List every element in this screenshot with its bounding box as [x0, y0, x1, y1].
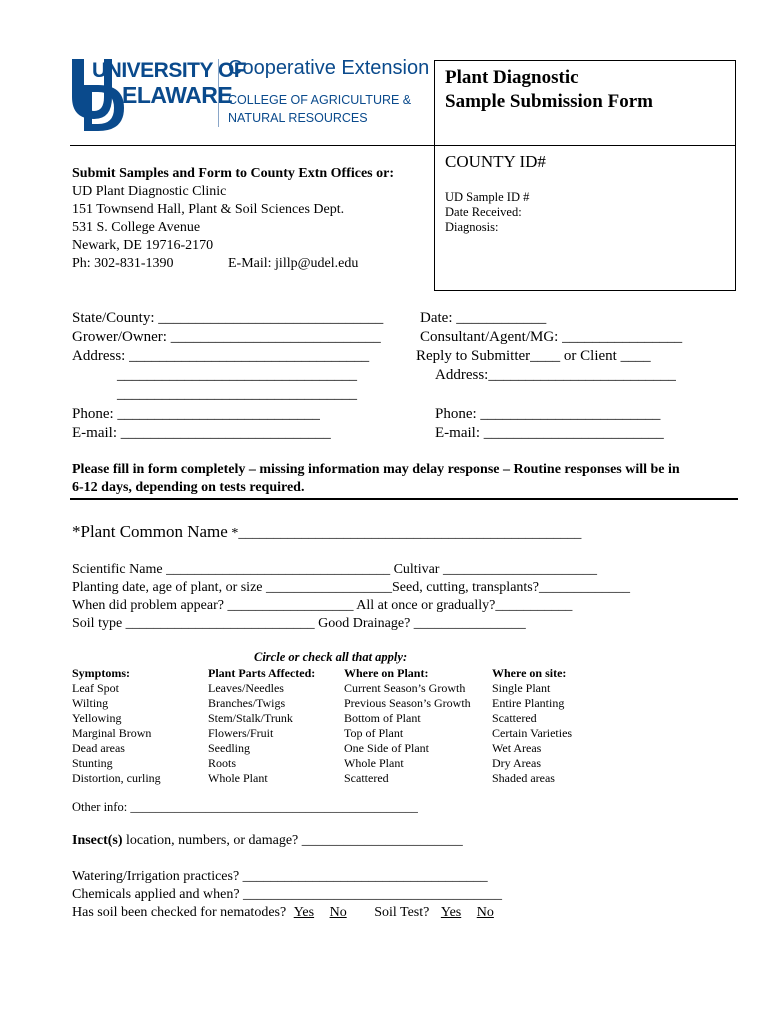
reply-address-field[interactable]: Address:_________________________ — [435, 367, 676, 383]
plant-part-item[interactable]: Branches/Twigs — [208, 696, 286, 710]
symptom-item[interactable]: Yellowing — [72, 711, 122, 725]
county-box — [434, 145, 736, 291]
symptom-item[interactable]: Marginal Brown — [72, 726, 152, 740]
symptoms-header: Symptoms: — [72, 666, 131, 680]
sample-id-label: UD Sample ID # — [445, 190, 530, 204]
plant-parts-column — [208, 666, 315, 786]
address-line3-field[interactable]: ________________________________ — [117, 386, 357, 402]
where-on-site-header: Where on site: — [492, 666, 567, 680]
plant-parts-header: Plant Parts Affected: — [208, 666, 316, 680]
logo-university: UNIVERSITY OF — [92, 59, 247, 82]
plant-part-item[interactable]: Seedling — [208, 741, 250, 755]
university-logo — [70, 55, 430, 135]
soil-test-question: Soil Test? — [374, 905, 430, 920]
where-on-plant-item[interactable]: Top of Plant — [344, 726, 404, 740]
form-title-line1: Plant Diagnostic — [445, 67, 579, 88]
plant-part-item[interactable]: Roots — [208, 756, 237, 770]
reply-phone-field[interactable]: Phone: ________________________ — [435, 406, 661, 422]
logo-divider — [218, 59, 219, 127]
office-line4: Newark, DE 19716-2170 — [72, 238, 214, 253]
soil-test-yes-option[interactable]: Yes — [440, 905, 462, 920]
address-field[interactable]: Address: ________________________________ — [72, 348, 370, 364]
notice-line1: Please fill in form completely – missing information may delay response – Routine responses will be in — [72, 462, 680, 477]
address-line2-field[interactable]: ________________________________ — [117, 367, 357, 383]
where-on-site-item[interactable]: Wet Areas — [492, 741, 542, 755]
insect-question: location, numbers, or damage? _______________________ — [122, 833, 463, 848]
logo-college1: COLLEGE OF AGRICULTURE & — [228, 93, 412, 107]
date-field[interactable]: Date: ____________ — [420, 310, 547, 326]
scientific-name-field[interactable]: Scientific Name ________________________________ Cultivar ______________________ — [72, 562, 597, 577]
office-heading: Submit Samples and Form to County Extn Offices or: — [72, 166, 395, 181]
soil-test-no-option[interactable]: No — [476, 905, 494, 920]
consultant-field[interactable]: Consultant/Agent/MG: ________________ — [420, 329, 683, 345]
county-id-label: COUNTY ID# — [445, 152, 546, 171]
logo-underline — [70, 145, 434, 146]
email-field[interactable]: E-mail: ____________________________ — [72, 425, 331, 441]
where-on-plant-header: Where on Plant: — [344, 666, 429, 680]
where-on-plant-item[interactable]: One Side of Plant — [344, 741, 429, 755]
chemicals-field[interactable]: Chemicals applied and when? _____________________________________ — [72, 887, 503, 902]
symptom-item[interactable]: Dead areas — [72, 741, 125, 755]
symptom-item[interactable]: Stunting — [72, 756, 113, 770]
checklist-heading: Circle or check all that apply: — [254, 650, 408, 664]
insect-field[interactable] — [72, 833, 463, 849]
where-on-site-column — [492, 666, 572, 786]
where-on-site-item[interactable]: Shaded areas — [492, 771, 555, 785]
plant-common-name-field[interactable]: *_________________________________________________ — [227, 526, 582, 541]
notice-line2: 6-12 days, depending on tests required. — [72, 480, 305, 495]
plant-part-item[interactable]: Flowers/Fruit — [208, 726, 274, 740]
where-on-plant-item[interactable]: Whole Plant — [344, 756, 404, 770]
plant-part-item[interactable]: Whole Plant — [208, 771, 268, 785]
office-email: E-Mail: jillp@udel.edu — [228, 256, 359, 271]
where-on-plant-item[interactable]: Scattered — [344, 771, 389, 785]
plant-common-name-row[interactable] — [72, 522, 581, 542]
nematodes-no-option[interactable]: No — [329, 905, 347, 920]
symptoms-column — [72, 666, 161, 786]
logo-college2: NATURAL RESOURCES — [228, 111, 368, 125]
office-line1: UD Plant Diagnostic Clinic — [72, 184, 227, 199]
where-on-plant-item[interactable]: Previous Season’s Growth — [344, 696, 471, 710]
phone-field[interactable]: Phone: ___________________________ — [72, 406, 320, 422]
date-received-label: Date Received: — [445, 205, 522, 219]
where-on-plant-column — [344, 666, 471, 786]
where-on-site-item[interactable]: Entire Planting — [492, 696, 565, 710]
plant-common-name-label: *Plant Common Name — [72, 522, 228, 541]
where-on-plant-item[interactable]: Current Season’s Growth — [344, 681, 466, 695]
symptom-item[interactable]: Leaf Spot — [72, 681, 119, 695]
soil-type-field[interactable]: Soil type ___________________________ Good Drainage? ________________ — [72, 616, 526, 631]
reply-email-field[interactable]: E-mail: ________________________ — [435, 425, 664, 441]
symptom-item[interactable]: Wilting — [72, 696, 109, 710]
form-title-line2: Sample Submission Form — [445, 91, 653, 112]
office-phone: Ph: 302-831-1390 — [72, 256, 174, 271]
notice-divider — [70, 498, 738, 500]
where-on-site-item[interactable]: Single Plant — [492, 681, 551, 695]
where-on-site-item[interactable]: Scattered — [492, 711, 537, 725]
nematodes-row — [72, 905, 494, 921]
grower-owner-field[interactable]: Grower/Owner: ____________________________ — [72, 329, 381, 345]
nematodes-question: Has soil been checked for nematodes? — [72, 905, 287, 920]
office-line3: 531 S. College Avenue — [72, 220, 201, 235]
diagnosis-label: Diagnosis: — [445, 220, 499, 234]
title-box — [434, 60, 736, 145]
state-county-field[interactable]: State/County: ______________________________ — [72, 310, 384, 326]
where-on-site-item[interactable]: Dry Areas — [492, 756, 541, 770]
problem-appear-field[interactable]: When did problem appear? __________________ All at once or gradually?___________ — [72, 598, 573, 613]
where-on-site-item[interactable]: Certain Varieties — [492, 726, 573, 740]
where-on-plant-item[interactable]: Bottom of Plant — [344, 711, 421, 725]
plant-part-item[interactable]: Leaves/Needles — [208, 681, 284, 695]
plant-part-item[interactable]: Stem/Stalk/Trunk — [208, 711, 293, 725]
planting-date-field[interactable]: Planting date, age of plant, or size __________________Seed, cutting, transplants?_____________ — [72, 580, 630, 595]
reply-to-field[interactable]: Reply to Submitter____ or Client ____ — [416, 348, 651, 364]
other-info-field[interactable]: Other info: ______________________________________________ — [72, 800, 418, 814]
symptom-item[interactable]: Distortion, curling — [72, 771, 161, 785]
nematodes-yes-option[interactable]: Yes — [293, 905, 315, 920]
watering-field[interactable]: Watering/Irrigation practices? ___________________________________ — [72, 869, 488, 884]
insect-label: Insect(s) — [72, 833, 123, 848]
logo-coop: Cooperative Extension — [228, 57, 430, 79]
logo-delaware: ELAWARE — [122, 82, 233, 108]
office-line2: 151 Townsend Hall, Plant & Soil Sciences Dept. — [72, 202, 345, 217]
